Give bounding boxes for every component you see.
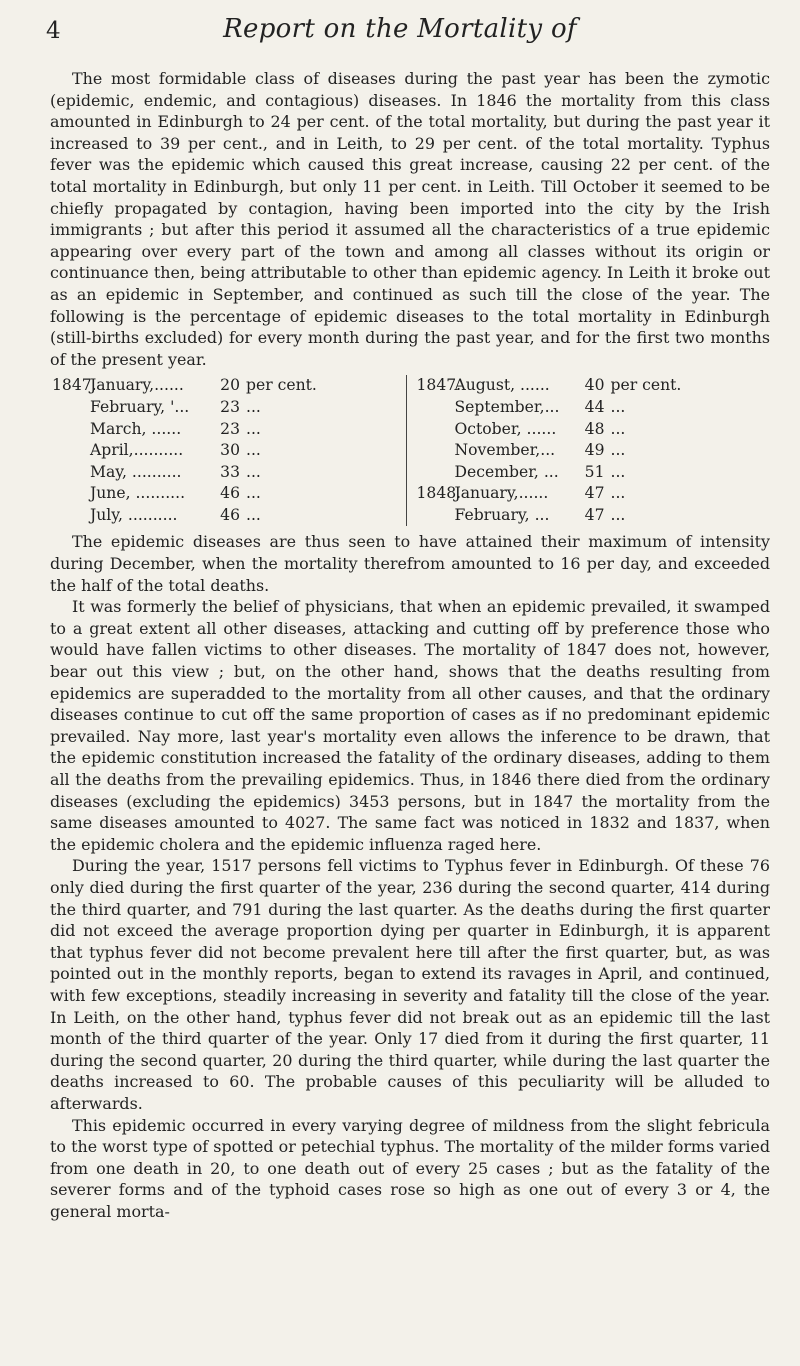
month-cell: July, .......... [90,505,178,524]
year-cell [417,419,455,441]
month-cell: February, '... [90,397,190,416]
year-cell [52,397,90,419]
month-cell: September,... [454,397,560,416]
month-cell: August, ...... [454,376,550,395]
table-row [417,397,771,419]
value-cell: 51 [584,462,605,481]
month-cell: January,...... [454,484,549,503]
page-number: 4 [46,18,61,44]
table-row [52,397,406,419]
unit-cell: ... [246,419,261,438]
table-row [52,419,406,441]
value-cell: 30 [220,441,240,460]
month-cell: November,... [454,441,556,460]
unit-cell: ... [610,505,626,524]
month-cell: December, ... [454,462,559,481]
value-cell: 47 [584,505,605,524]
table-row [417,505,771,527]
table-row [417,375,771,397]
value-cell: 46 [220,505,240,524]
year-cell: 1848. [416,484,462,503]
running-head [46,10,754,54]
unit-cell: per cent. [610,376,682,395]
year-cell [52,440,90,462]
year-cell: 1847. [52,376,97,395]
table-row [52,505,406,527]
value-cell: 44 [584,397,605,416]
month-cell: March, ...... [90,419,182,438]
unit-cell: ... [610,397,626,416]
table-row [417,419,771,441]
month-cell: May, .......... [90,462,182,481]
year-cell [52,462,90,484]
table-row [417,483,771,505]
year-cell [417,397,455,419]
unit-cell: ... [246,441,261,460]
year-cell [417,440,455,462]
table-row [417,462,771,484]
paragraph: The most formidable class of diseases during the past year has been the zymotic (epidemic, endemic, and contagious) diseases. In 1846 the mortality from this class amounted in Edinburgh to 24 per cent. of the total mortality, but during the past year it increased to 39 per cent., and in Leith, to 29 per cent. of the total mortality. Typhus fever was the epidemic which caused this great increase, causing 22 per cent. of the total mortality in Edinburgh, but only 11 per cent. in Leith. Till October it seemed to be chiefly propagated by contagion, having been imported into the city by the Irish immigrants ; but after this period it assumed all the characteristics of a true epidemic appearing over every part of the town and among all classes without its origin or continuance then, being attributable to other than epidemic agency. In Leith it broke out as an epidemic in September, and continued as such till the close of the year. The following is the percentage of epidemic diseases to the total mortality in Edinburgh (still-births excluded) for every month during the past year, and for the first two months of the present year. [50,69,770,369]
year-cell [52,505,90,527]
paragraph: This epidemic occurred in every varying degree of mildness from the slight febricula to the worst type of spotted or petechial typhus. The mortality of the milder forms varied from one death in 20, to one death out of every 25 cases ; but as the fatality of the severer forms and of the typhoid cases rose so high as one out of every 3 or 4, the general morta- [50,1115,770,1221]
table-column-left [50,375,407,526]
month-cell: January,...... [90,376,184,395]
month-cell: April,.......... [90,441,184,460]
table-row [417,440,771,462]
table-row [52,462,406,484]
value-cell: 20 [220,376,240,395]
value-cell: 23 [220,397,240,416]
year-cell: 1847. [416,376,462,395]
body-text [50,68,770,1222]
running-title: Report on the Mortality of [223,14,577,44]
paragraph: It was formerly the belief of physicians, that when an epidemic prevailed, it swamped to a great extent all other diseases, attacking and cutting off by preference those who would have fallen victims to other diseases. The mortality of 1847 does not, however, bear out this view ; but, on the other hand, shows that the deaths resulting from epidemics are superadded to the mortality from all other causes, and that the ordinary diseases continue to cut off the same proportion of cases as if no predominant epidemic prevailed. Nay more, last year's mortality even allows the inference to be drawn, that the epidemic constitution increased the fatality of the ordinary diseases, adding to them all the deaths from the prevailing epidemics. Thus, in 1846 there died from the ordinary diseases (excluding the epidemics) 3453 persons, but in 1847 the mortality from the same diseases amounted to 4027. The same fact was noticed in 1832 and 1837, when the epidemic cholera and the epidemic influenza raged here. [50,597,770,854]
unit-cell: ... [246,484,261,503]
month-cell: October, ...... [454,419,557,438]
monthly-percentage-table [50,375,770,526]
unit-cell: ... [246,462,261,481]
value-cell: 46 [220,484,240,503]
unit-cell: ... [610,484,626,503]
value-cell: 48 [584,419,605,438]
value-cell: 49 [584,441,605,460]
year-cell [52,419,90,441]
unit-cell: ... [246,397,261,416]
value-cell: 47 [584,484,605,503]
unit-cell: ... [610,441,626,460]
unit-cell: ... [610,419,626,438]
table-row [52,375,406,397]
year-cell [417,462,455,484]
unit-cell: ... [246,505,261,524]
value-cell: 40 [584,376,605,395]
table-row [52,440,406,462]
value-cell: 33 [220,462,240,481]
paragraph: The epidemic diseases are thus seen to have attained their maximum of intensity during December, when the mortality therefrom amounted to 16 per day, and exceeded the half of the total deaths. [50,532,770,595]
month-cell: June, .......... [90,484,186,503]
value-cell: 23 [220,419,240,438]
table-row [52,483,406,505]
paragraph: During the year, 1517 persons fell victims to Typhus fever in Edinburgh. Of these 76 only died during the first quarter of the year, 236 during the second quarter, 414 during the third quarter, and 791 during the last quarter. As the deaths during the first quarter did not exceed the average proportion dying per quarter in Edinburgh, it is apparent that typhus fever did not become prevalent here till after the first quarter, but, as was pointed out in the monthly reports, began to extend its ravages in April, and continued, with few exceptions, steadily increasing in severity and fatality till the close of the year. In Leith, on the other hand, typhus fever did not break out as an epidemic till the last month of the third quarter of the year. Only 17 died from it during the first quarter, 11 during the second quarter, 20 during the third quarter, while during the last quarter the deaths increased to 60. The probable causes of this peculiarity will be alluded to afterwards. [50,856,770,1113]
table-column-right [407,375,771,526]
unit-cell: per cent. [246,376,317,395]
unit-cell: ... [610,462,626,481]
year-cell [52,483,90,505]
month-cell: February, ... [454,505,550,524]
year-cell [417,505,455,527]
